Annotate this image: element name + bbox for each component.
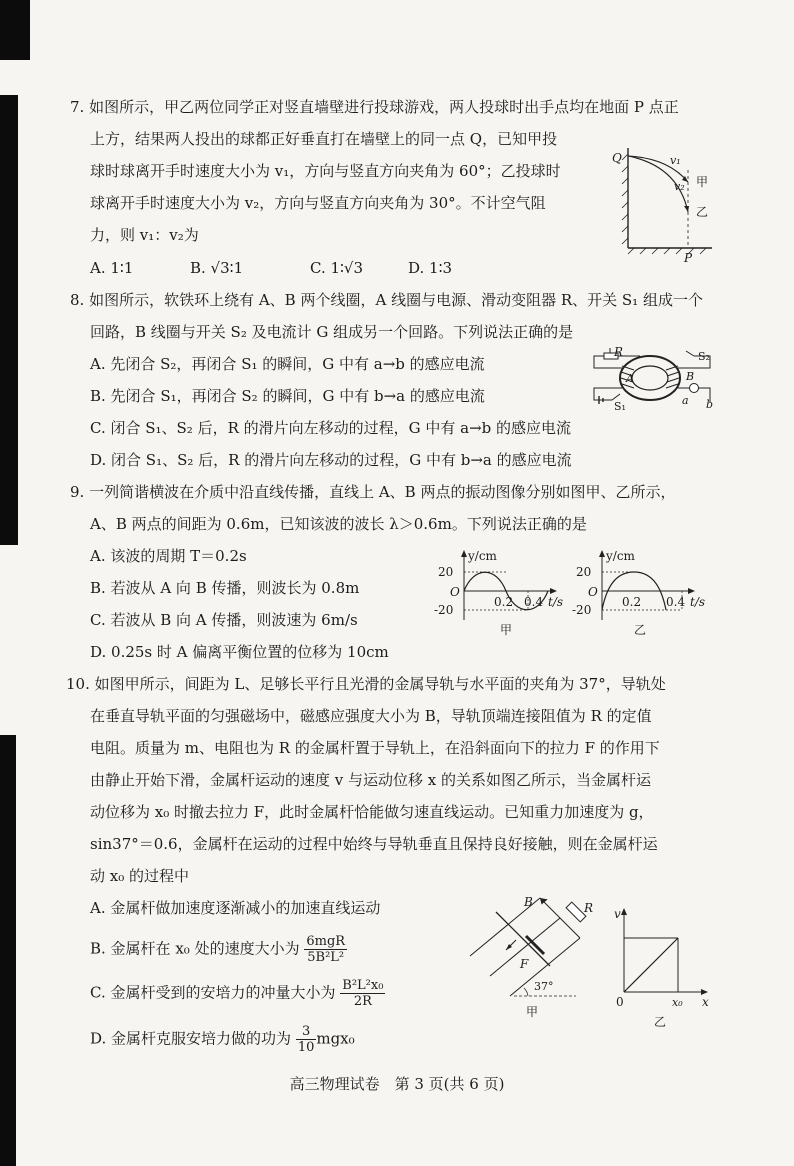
q10-option-c-text: C. 金属杆受到的安培力的冲量大小为 (90, 983, 336, 1002)
q9-yi-t2: 0.4 (666, 595, 686, 609)
q10-figure-yi (608, 904, 720, 1034)
q7-line-5: 力，则 v₁：v₂为 (90, 226, 199, 244)
q10-yi-label-x: x (702, 995, 709, 1009)
q10-option-c (90, 978, 385, 1009)
q10-line-7: 动 x₀ 的过程中 (90, 867, 190, 885)
q8-label-a: a (682, 394, 689, 407)
q10-jia-caption: 甲 (526, 1005, 539, 1019)
q10-jia-label-f: F (520, 957, 529, 971)
q7-line-2: 上方，结果两人投出的球都正好垂直打在墙壁上的同一点 Q，已知甲投 (90, 130, 558, 148)
q9-yi-ylabel: y/cm (606, 549, 635, 563)
q7-option-c: C. 1∶√3 (310, 259, 364, 277)
q8-option-c: C. 闭合 S₁、S₂ 后，R 的滑片向左移动的过程，G 中有 a→b 的感应电流 (90, 419, 572, 437)
q7-line-4: 球离开手时速度大小为 v₂，方向与竖直方向夹角为 30°。不计空气阻 (90, 194, 546, 212)
q10-option-d-text: D. 金属杆克服安培力做的功为 (90, 1029, 292, 1048)
q10-option-b-fraction (304, 934, 347, 965)
q10-yi-label-x0: x₀ (672, 996, 683, 1009)
q9-jia-ytop: 20 (438, 565, 454, 579)
q9-yi-caption: 乙 (634, 623, 647, 637)
q9-line-1: 9. 一列简谐横波在介质中沿直线传播，直线上 A、B 两点的振动图像分别如图甲、乙所示， (70, 483, 676, 501)
q8-label-b: b (706, 398, 714, 411)
q9-option-b: B. 若波从 A 向 B 传播，则波长为 0.8m (90, 579, 360, 597)
q10-yi-caption: 乙 (654, 1015, 667, 1029)
q9-yi-ybot: -20 (572, 603, 592, 617)
q10-line-4: 由静止开始下滑，金属杆运动的速度 v 与运动位移 x 的关系如图乙所示，当金属杆运 (90, 771, 652, 789)
q9-yi-ytop: 20 (576, 565, 592, 579)
q10-option-d (90, 1024, 355, 1055)
q9-jia-t2: 0.4 (524, 595, 544, 609)
q9-jia-caption: 甲 (500, 623, 513, 637)
q9-jia-ylabel: y/cm (468, 549, 497, 563)
q10-jia-angle: 37° (534, 980, 554, 993)
q7-option-d: D. 1∶3 (408, 259, 453, 277)
q10-option-b (90, 934, 347, 965)
q7-line-3: 球时球离开手时速度大小为 v₁，方向与竖直方向夹角为 60°；乙投球时 (90, 162, 561, 180)
q8-figure (582, 346, 722, 412)
q10-line-1: 10. 如图甲所示，间距为 L、足够长平行且光滑的金属导轨与水平面的夹角为 37°，导轨处 (66, 675, 666, 693)
q10-line-2: 在垂直导轨平面的匀强磁场中，磁感应强度大小为 B，导轨顶端连接阻值为 R 的定值 (90, 707, 652, 725)
q9-option-d: D. 0.25s 时 A 偏离平衡位置的位移为 10cm (90, 643, 389, 661)
scan-edge-top (0, 0, 30, 60)
q10-yi-origin: 0 (616, 995, 624, 1009)
q10-option-d-suffix: mgx₀ (316, 1029, 355, 1048)
q10-line-6: sin37°＝0.6，金属杆在运动的过程中始终与导轨垂直且保持良好接触，则在金属杆运 (90, 835, 658, 853)
q9-graph-yi (562, 548, 722, 640)
q7-label-v1: v₁ (670, 154, 681, 167)
page-footer: 高三物理试卷 第 3 页(共 6 页) (289, 1075, 505, 1093)
q9-yi-t1: 0.2 (622, 595, 642, 609)
q10-yi-label-v: v (614, 907, 621, 921)
q8-label-coil-a: A (626, 372, 634, 385)
scan-edge-middle (0, 95, 18, 545)
q8-label-r: R (614, 346, 624, 359)
q7-line-1: 7. 如图所示，甲乙两位同学正对竖直墙壁进行投球游戏，两人投球时出手点均在地面 P 点正 (70, 98, 679, 116)
q8-line-2: 回路，B 线圈与开关 S₂ 及电流计 G 组成另一个回路。下列说法正确的是 (90, 323, 574, 341)
q10-option-d-numerator: 3 (296, 1024, 317, 1040)
q8-label-coil-b: B (686, 370, 695, 383)
q8-line-1: 8. 如图所示，软铁环上绕有 A、B 两个线圈，A 线圈与电源、滑动变阻器 R、开关 S₁ 组成一个 (70, 291, 703, 309)
q9-option-c: C. 若波从 B 向 A 传播，则波速为 6m/s (90, 611, 358, 629)
q7-option-b: B. √3∶1 (190, 259, 244, 277)
q7-label-p: P (684, 251, 693, 265)
q10-option-c-fraction (340, 978, 385, 1009)
q8-label-s2: S₂ (698, 350, 710, 363)
q9-jia-xlabel: t/s (548, 595, 564, 609)
q10-jia-label-b: B (524, 895, 533, 909)
scan-edge-bottom (0, 735, 16, 1166)
q7-label-jia: 甲 (696, 175, 709, 189)
q10-jia-label-r: R (584, 901, 594, 915)
q10-line-5: 动位移为 x₀ 时撤去拉力 F，此时金属杆恰能做匀速直线运动。已知重力加速度为 g， (90, 803, 654, 821)
q10-option-d-fraction (296, 1024, 317, 1055)
q7-option-a: A. 1∶1 (90, 259, 134, 277)
q8-label-s1: S₁ (614, 400, 626, 412)
q9-line-2: A、B 两点的间距为 0.6m，已知该波的波长 λ＞0.6m。下列说法正确的是 (90, 515, 587, 533)
q10-option-c-numerator: B²L²x₀ (342, 978, 384, 993)
q9-yi-origin: O (588, 585, 598, 599)
q7-label-yi: 乙 (696, 205, 709, 219)
q10-option-d-denominator: 10 (297, 1040, 315, 1055)
q10-figure-jia (466, 892, 616, 1022)
q7-figure (608, 140, 718, 265)
q10-line-3: 电阻。质量为 m、电阻也为 R 的金属杆置于导轨上，在沿斜面向下的拉力 F 的作用下 (90, 739, 660, 757)
q10-option-a: A. 金属杆做加速度逐渐减小的加速直线运动 (90, 899, 381, 917)
q9-yi-xlabel: t/s (690, 595, 706, 609)
q9-jia-origin: O (450, 585, 460, 599)
q10-option-b-numerator: 6mgR (306, 934, 346, 949)
q7-label-q: Q (612, 151, 622, 165)
q9-jia-t1: 0.2 (494, 595, 514, 609)
q9-jia-ybot: -20 (434, 603, 454, 617)
q9-graph-jia (424, 548, 574, 640)
q8-option-a: A. 先闭合 S₂，再闭合 S₁ 的瞬间，G 中有 a→b 的感应电流 (90, 355, 485, 373)
q8-option-d: D. 闭合 S₁、S₂ 后，R 的滑片向左移动的过程，G 中有 b→a 的感应电流 (90, 451, 572, 469)
q10-option-b-denominator: 5B²L² (307, 950, 345, 965)
q8-option-b: B. 先闭合 S₁，再闭合 S₂ 的瞬间，G 中有 b→a 的感应电流 (90, 387, 485, 405)
q9-option-a: A. 该波的周期 T＝0.2s (90, 547, 247, 565)
q10-option-b-text: B. 金属杆在 x₀ 处的速度大小为 (90, 939, 300, 958)
q7-label-v2: v₂ (674, 180, 685, 193)
q10-option-c-denominator: 2R (353, 994, 372, 1009)
